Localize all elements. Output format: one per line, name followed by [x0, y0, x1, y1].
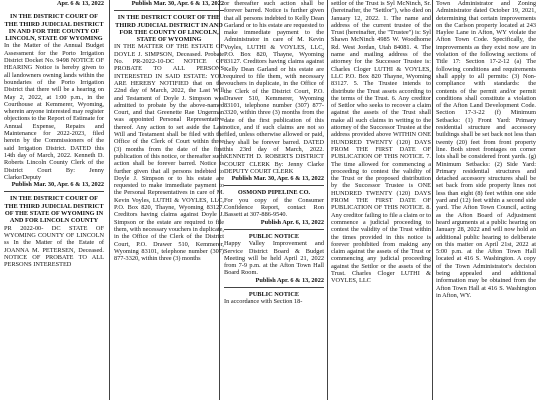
publish-dates: Publish Apr. 6, 13, 2022 — [260, 218, 324, 226]
column-5 — [436, 0, 536, 400]
column-2 — [114, 0, 224, 400]
publish-dates: Publish Mar. 30, Apr. 6 & 13, 2022 — [11, 181, 104, 189]
publish-dates: Publish Apr. 6 & 13, 2022 — [255, 276, 324, 284]
publish-dates: Publish Mar. 30, Apr. 6 & 13, 2022 — [131, 0, 224, 7]
notice-body: PR 2022-00- DC STATE OF WYOMING COUNTY OF LINCOLN ss In the Matter of the Estate of JOANNA M. PETERSEN, Deceased. NOTICE OF PROBATE TO ALL PERSONS INTERESTED — [4, 224, 104, 269]
notice-body: Happy Valley Improvement and Service District Board & Budget Meeting will be held April 21, 2022 from 7-9 p.m. at the Afton Town Hall Board Room. — [224, 240, 324, 277]
notice-heading: IN THE DISTRICT COURT OF THE THIRD JUDICIAL DISTRICT IN AND FOR THE COUNTY OF LINCOLN, STATE OF WYOMING — [4, 13, 104, 43]
notice-body: In the Matter of the Annual Budget Assessment for the Porto Irrigation District Docket No. 9498 NOTICE OF HEARING Notice is hereby given to all landowners owning lands within the boundaries of the Porto Irrigation District that there will be a hearing on May 2, 2022, at 1:00 p.m., in the Courthouse at Kemmerer, Wyoming, wherein anyone interested may register objections to the Report of Estimate for Annual Expense, Repairs and Maintenance for 2022-2023, filed herein by the Commissioners of the said Irrigation District. DATED this 14th day of March, 2022. Kenneth D. Roberts Lincoln County Clerk of the District Court By: Jenny Clarke/Deputy — [4, 42, 104, 181]
column-divider — [327, 0, 328, 400]
notice-body: Town Administrator and Zoning Administrator dated October 19, 2021, determining that certain improvements on the Carlson property located at 243 Haylee Lane in Afton, WY violate the Afton Town Code. Specifically, the improvements as they exist now are in violation of the following sections of Title 17: Section 17-2-12 (a) The following conditions and requirements shall apply to all permits: (3) Non-compliance with standards: the contents of the permit and/or permit conditions shall constitute a violation of the Afton Land Development Code. Section 17-3-22 (f) Minimum Setbacks: (1) Front Yard: Primary residential structure and accessory buildings shall be set back not less than twenty (20) feet from front property line. Both street frontages on corner lots shall be considered front yards. (g) Minimum Setbacks: (2) Side Yard: Primary residential structures and detached accessory structures shall be set back from side property lines not less than eight (8) feet within one side yard and (12) feet within a second side yard. The Afton Town Council, acting as the Afton Board of Adjustment heard arguments at a public hearing on January 28, 2022 and will now hold an additional public hearing to deliberate on this matter on April 21st, 2022 at 5:00 p.m. at the Afton Town Hall located at 416 S. Washington. A copy of the Town Administrator's decision being appealed and additional information may be obtained from the Afton Town Hall at 416 S. Washington in Afton, WY. — [436, 0, 536, 299]
notice-heading: PUBLIC NOTICE — [248, 232, 300, 240]
notice-heading: IN THE DISTRICT COURT OF THE THIRD JUDICIAL DISTRICT IN AND FOR THE COUNTY OF LINCOLN, STATE OF WYOMING — [115, 14, 223, 44]
notice-separator — [224, 185, 324, 186]
column-divider — [432, 0, 433, 400]
notice-separator — [4, 191, 104, 192]
notice-heading: PUBLIC NOTICE — [248, 290, 300, 298]
notice-body: settlor of the Trust is Syl McNinch, Sr. (hereinafter, the "Settlor"), who died on January 12, 2022. 1. The name and address of the current trustee of the Trust (hereinafter, the "Trustee") is: Syl Shawn McNinch 4985 W. Woodhorne Rd. West Jordan, Utah 84081. 4. The name and mailing address of the attorney for the Successor Trustee is: Charles Cloger LUTHI & VOYLES, LLC P.O. Box 820 Thayne, Wyoming 83127. 5. The Trustee intends to distribute the Trust assets according to the terms of the Trust. 6. Any creditor of Settlor who seeks to recover a claim against the assets of the Trust shall make all such claims in writing to the attorney of the Successor Trustee at the address provided above WITHIN ONE HUNDRED TWENTY (120) DAYS FROM THE FIRST DATE OF PUBLICATION OF THIS NOTICE. 7. The time allowed for commencing a proceeding to contest the validity of the Trust or the proposed distribution by the Successor Trustee is ONE HUNDRED TWENTY (120) DAYS FROM THE FIRST DATE OF PUBLICATION OF THIS NOTICE. 8. Any creditor failing to file a claim or to commence a judicial proceeding to contest the validity of the Trust within the times provided in this notice is forever prohibited from making any claim against the assets of the Trust or commencing any judicial proceeding against the Settlor or the assets of the Trust. Charles Cloger LUTHI & VOYLES, LLC — [331, 0, 431, 285]
notice-body: For you copy of the Consumer Confidence Report, contact Ron Bassett at 307-886-9540. — [224, 196, 324, 219]
notice-body: IN THE MATTER OF THE ESTATE OF DOYLE J. SIMPSON, Deceased. Probate No. PR-2022-10-DC NOTICE OF PROBATE TO ALL PERSONS INTERESTED IN SAID ESTATE: YOU ARE HEREBY NOTIFIED that on the 22nd day of March, 2022, the Last Will and Testament of Doyle J. Simpson was admitted to probate by the above-named Court, and that Greenette Rae Ungerman was appointed Personal Representative thereof. Any action to set aside the Last Will and Testament shall be filed with the Office of the Clerk of Court within three (3) months from the date of the first publication of this notice, or thereafter such action shall be forever barred. Notice is further given that all persons indebted to Doyle J. Simpson or to his estate are requested to make immediate payment to the Personal Representatives in care of M. Kevin Voyles, LUTHI & VOYLES, LLC, P.O. Box 820, Thayne, Wyoming 83127. Creditors having claims against Doyle J. Simpson or the estate are required to file them, with necessary vouchers in duplicate, in the Office of the Clerk of the District Court, P.O. Drawer 510, Kemmerer, Wyoming 83101, telephone number (307) 877-3320, within three (3) months — [114, 43, 224, 263]
notice-separator — [114, 10, 224, 11]
notice-body: In accordance with Section 18- — [224, 298, 303, 306]
notice-heading: IN THE DISTRICT COURT OF THE THIRD JUDICIAL DISTRICT OF THE STATE OF WYOMING IN AND FOR LINCOLN COUNTY — [4, 195, 104, 225]
notice-separator — [224, 229, 324, 230]
column-4 — [331, 0, 431, 400]
column-divider — [109, 0, 110, 400]
column-3 — [224, 0, 324, 400]
column-1 — [4, 0, 104, 400]
publish-dates: Publish Mar. 30, Apr. 6 & 13, 2022 — [231, 175, 324, 183]
publish-dates: Apr. 6 & 13, 2022 — [57, 0, 104, 7]
notice-separator — [224, 287, 324, 288]
notice-body: or thereafter such action shall be forever barred. Notice is further given that all persons indebted to Kelly Dean Garland or to his estate are requested to make immediate payment to the Administrator in care of M. Kevin Voyles, LUTHI & VOYLES, LLC, P.O. Box 820, Thayne, Wyoming 83127. Creditors having claims against Kelly Dean Garland or his estate are required to file them, with necessary vouchers in duplicate, in the Office of the Clerk of the District Court, P.O. Drawer 510, Kemmerer, Wyoming 83101, telephone number (307) 877-3320, within three (3) months from the date of the first publication of this notice, and if such claims are not so filed, unless otherwise allowed or paid, they shall be forever barred. DATED this 23rd day of March, 2022. KENNETH D. ROBERTS DISTRICT COURT CLERK By: Jenny Clarke DEPUTY COURT CLERK — [224, 0, 324, 175]
notice-heading: OSMOND PIPELINE CO. — [237, 189, 311, 197]
